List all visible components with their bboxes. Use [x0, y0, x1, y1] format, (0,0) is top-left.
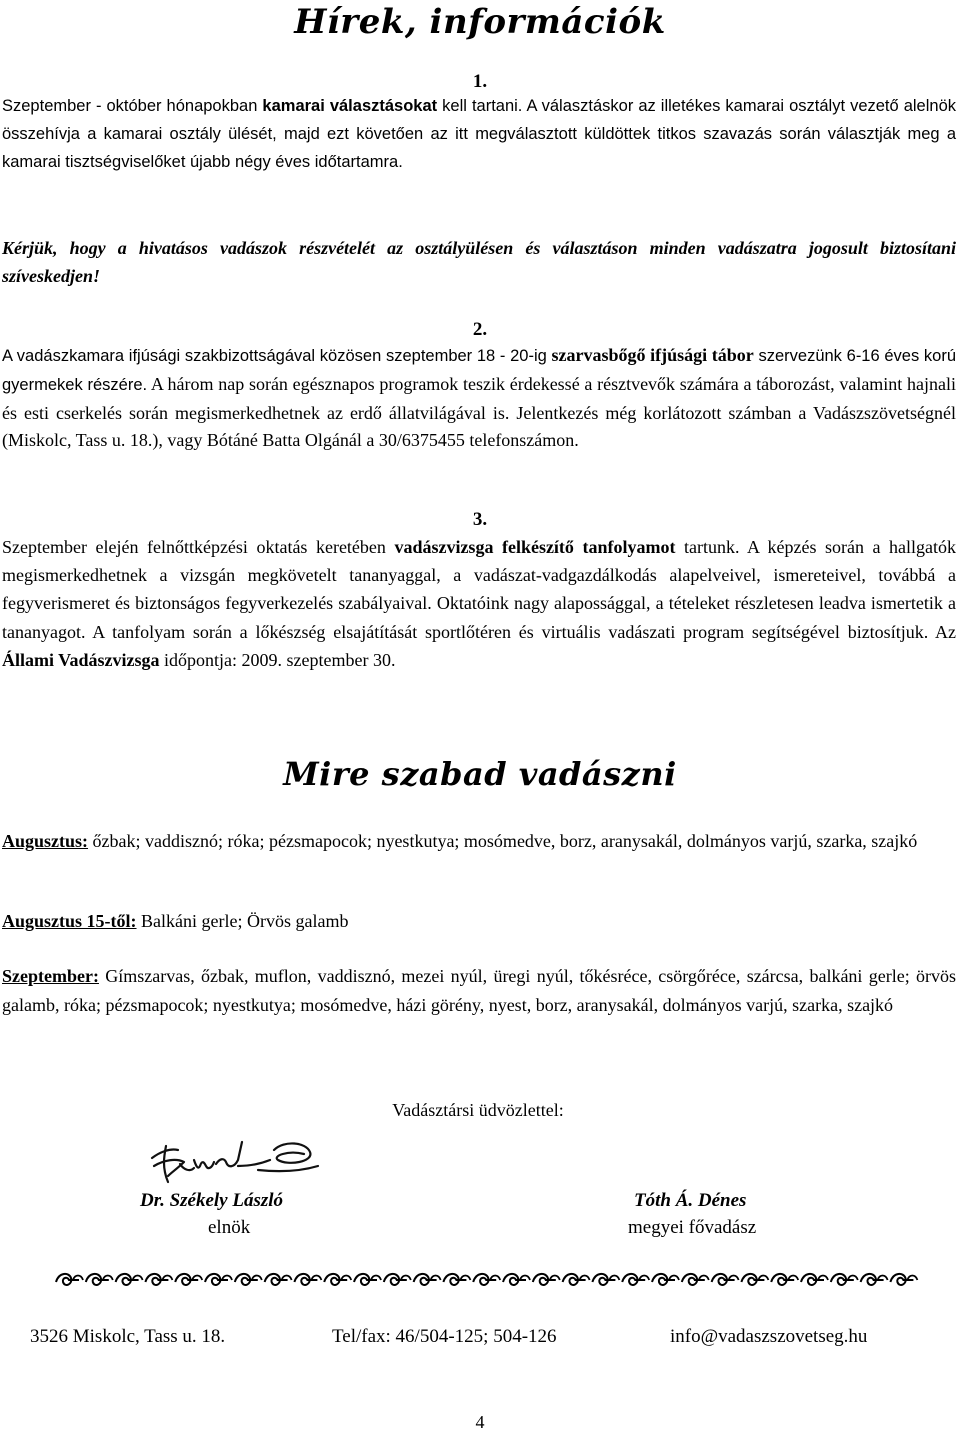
- signer-1-role: elnök: [208, 1217, 251, 1238]
- ornament-motif: [622, 1274, 649, 1285]
- ornament-motif: [294, 1274, 321, 1285]
- footer-email: info@vadaszszovetseg.hu: [670, 1326, 868, 1347]
- ornament-motif: [533, 1274, 560, 1285]
- section-3-paragraph: [2, 533, 956, 674]
- signer-1-name: Dr. Székely László: [140, 1190, 284, 1211]
- page-title: Hírek, információk: [294, 2, 666, 42]
- section-2-paragraph: [2, 342, 956, 455]
- august-15-entry: [2, 907, 956, 935]
- ornament-motif: [890, 1274, 917, 1285]
- section-1-text-c: kell tartani. A választáskor az illetékes kamarai osztályt vezető alelnök összehívja a kamarai osztály ülését, majd ezt követően az itt megválasztott küldöttek titkos szavazás során választják meg a kamarai tisztségviselőket újabb négy éves időtartamra.: [2, 97, 956, 171]
- ornament-motif: [443, 1274, 470, 1285]
- section-1-number: 1.: [472, 71, 488, 92]
- ornament-motif: [384, 1274, 411, 1285]
- section-1-request: Kérjük, hogy a hivatásos vadászok részvételét az osztályülésen és választáson minden vadászatra jogosult biztosítani szíveskedjen!: [2, 238, 956, 286]
- ornament-motif: [414, 1274, 441, 1285]
- section-3-text-a: Szeptember elején felnőttképzési oktatás keretében: [2, 537, 395, 557]
- section-3-exam-name: Állami Vadászvizsga: [2, 649, 160, 670]
- august-entry: [2, 827, 956, 855]
- ornament-motif: [682, 1274, 709, 1285]
- section-1-paragraph: [2, 93, 956, 176]
- ornament-motif: [503, 1274, 530, 1285]
- ornament-motif: [145, 1274, 172, 1285]
- section-3-text-c: tartunk. A képzés során a hallgatók megismerkedhetnek a vizsgán megkövetelt tananyaggal, a vadászat-vadgazdálkodás alapelveivel, ismereteivel, továbbá a fegyverismeret és biztonságos fegyverkezelés szabályaival. Oktatóink nagy alapossággal, a tételeket részletesen leadva ismertetik a tananyagot. A tanfolyam során a lőkészség elsajátítását sportlőtéren és virtuális vadászati program segítségével biztosítjuk. Az: [2, 537, 956, 642]
- ornament-motif: [205, 1274, 232, 1285]
- august-15-label: Augusztus 15-től:: [2, 911, 137, 931]
- section-3-text-e: időpontja: 2009. szeptember 30.: [159, 649, 396, 670]
- september-label: Szeptember:: [2, 966, 99, 986]
- ornament-motif: [265, 1274, 292, 1285]
- ornament-motif: [175, 1274, 202, 1285]
- ornament-motif: [324, 1274, 351, 1285]
- footer-address: 3526 Miskolc, Tass u. 18.: [30, 1326, 226, 1347]
- ornament-motif: [831, 1274, 858, 1285]
- ornament-motif: [235, 1274, 262, 1285]
- august-species: őzbak; vaddisznó; róka; pézsmapocok; nyestkutya; mosómedve, borz, aranysakál, dolmányos varjú, szarka, szajkó: [88, 831, 918, 851]
- signature-image: [138, 1136, 328, 1188]
- section-2-text-c: szervezünk 6-16 éves korú gyermekek részére.: [2, 347, 957, 394]
- section-2-text-a: A vadászkamara ifjúsági szakbizottságával közösen szeptember 18 - 20-ig: [2, 347, 552, 365]
- ornament-motif: [563, 1274, 590, 1285]
- september-species: Gímszarvas, őzbak, muflon, vaddisznó, mezei nyúl, üregi nyúl, tőkésréce, csörgőréce, szárcsa, balkáni gerle; örvös galamb, róka; pézsmapocok; nyestkutya; mosómedve, házi görény, nyest, borz, aranysakál, dolmányos varjú, szarka, szajkó: [2, 966, 956, 1015]
- ornament-motif: [86, 1274, 113, 1285]
- section-2-number: 2.: [472, 319, 488, 340]
- section-3-highlight: vadászvizsga felkészítő tanfolyamot: [394, 537, 676, 557]
- august-15-species: Balkáni gerle; Örvös galamb: [136, 911, 349, 931]
- section-2-highlight: szarvasbőgő ifjúsági tábor: [551, 345, 754, 365]
- ornament-motif: [771, 1274, 798, 1285]
- ornament-motif: [116, 1274, 143, 1285]
- section-1-highlight: kamarai választásokat: [262, 97, 438, 115]
- ornamental-divider: [55, 1268, 925, 1292]
- page-number: 4: [475, 1412, 485, 1432]
- section-1-text-a: Szeptember - október hónapokban: [2, 97, 263, 115]
- august-label: Augusztus:: [2, 831, 89, 851]
- september-entry: [2, 962, 956, 1019]
- ornament-motif: [801, 1274, 828, 1285]
- section-3-number: 3.: [472, 509, 488, 530]
- ornament-motif: [741, 1274, 768, 1285]
- signer-2-role: megyei fővadász: [628, 1217, 757, 1238]
- ornament-motif: [56, 1274, 83, 1285]
- ornament-motif: [861, 1274, 888, 1285]
- ornament-motif: [592, 1274, 619, 1285]
- hunting-season-title: Mire szabad vadászni: [283, 755, 677, 793]
- ornament-motif: [354, 1274, 381, 1285]
- signer-2-name: Tóth Á. Dénes: [634, 1190, 747, 1211]
- section-2-text-d: A három nap során egésznapos programok teszik érdekessé a résztvevők számára a táborozást, valamint hajnali és esti cserkelés során megismerkedhetnek az erdő állatvilágával is. Jelentkezés még korlátozott számban a Vadászszövetségnél (Miskolc, Tass u. 18.), vagy Bótáné Batta Olgánál a 30/6375455 telefonszámon.: [2, 373, 957, 451]
- footer-phone: Tel/fax: 46/504-125; 504-126: [332, 1326, 557, 1347]
- closing-greeting: Vadásztársi üdvözlettel:: [392, 1100, 564, 1120]
- ornament-motif: [712, 1274, 739, 1285]
- ornament-motif: [652, 1274, 679, 1285]
- ornament-motif: [473, 1274, 500, 1285]
